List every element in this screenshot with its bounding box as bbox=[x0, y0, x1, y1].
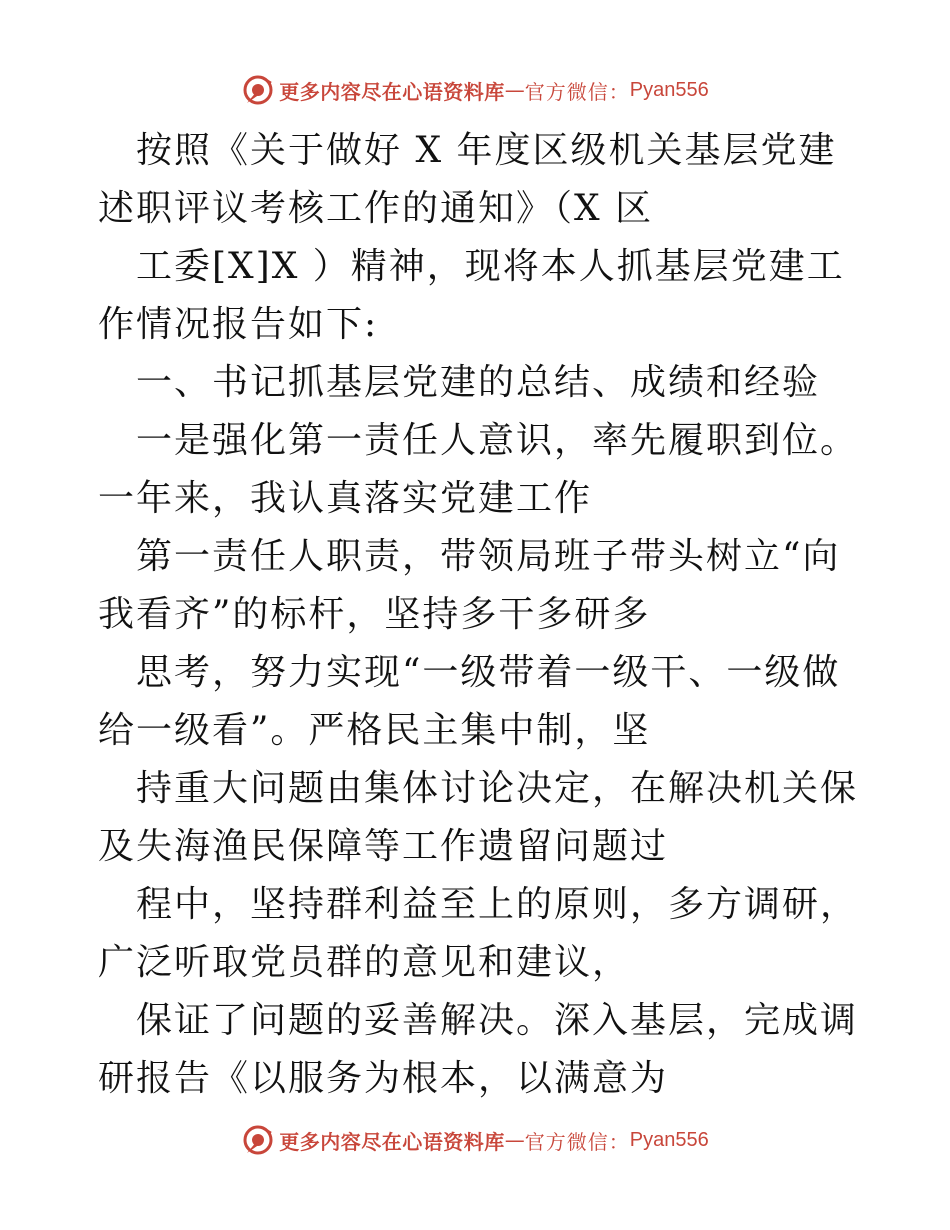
section-heading: 一、书记抓基层党建的总结、成绩和经验 bbox=[136, 362, 821, 403]
wechat-id: Pyan556 bbox=[629, 1128, 709, 1151]
wechat-id: Pyan556 bbox=[629, 78, 709, 101]
paragraph: 思考，努力实现“一级带着一级干、一级做给一级看”。严格民主集中制，坚 bbox=[98, 652, 841, 751]
site-name-text: 更多内容尽在心语资料库 bbox=[279, 79, 505, 104]
document-body bbox=[98, 122, 858, 1108]
official-wechat-label: 官方微信： bbox=[524, 1129, 630, 1154]
official-wechat-label: 官方微信： bbox=[524, 79, 630, 104]
paragraph: 持重大问题由集体讨论决定，在解决机关保及失海渔民保障等工作遗留问题过 bbox=[98, 768, 859, 867]
paragraph: 工委[X]X ）精神，现将本人抓基层党建工作情况报告如下: bbox=[98, 246, 845, 345]
paragraph: 按照《关于做好 X 年度区级机关基层党建述职评议考核工作的通知》（X 区 bbox=[98, 130, 837, 229]
paragraph: 保证了问题的妥善解决。深入基层，完成调研报告《以服务为根本，以满意为 bbox=[98, 1000, 859, 1099]
site-name-text: 更多内容尽在心语资料库 bbox=[279, 1129, 505, 1154]
header-watermark-banner bbox=[0, 70, 950, 110]
footer-watermark-banner bbox=[0, 1120, 950, 1160]
pen-logo-icon bbox=[241, 1123, 275, 1157]
paragraph: 程中，坚持群利益至上的原则，多方调研，广泛听取党员群的意见和建议， bbox=[98, 884, 859, 983]
separator-dash: — bbox=[504, 78, 525, 102]
pen-logo-icon bbox=[241, 73, 275, 107]
paragraph: 一是强化第一责任人意识，率先履职到位。一年来，我认真落实党建工作 bbox=[98, 420, 859, 519]
paragraph: 第一责任人职责，带领局班子带头树立“向我看齐”的标杆，坚持多干多研多 bbox=[98, 536, 841, 635]
separator-dash: — bbox=[504, 1128, 525, 1152]
